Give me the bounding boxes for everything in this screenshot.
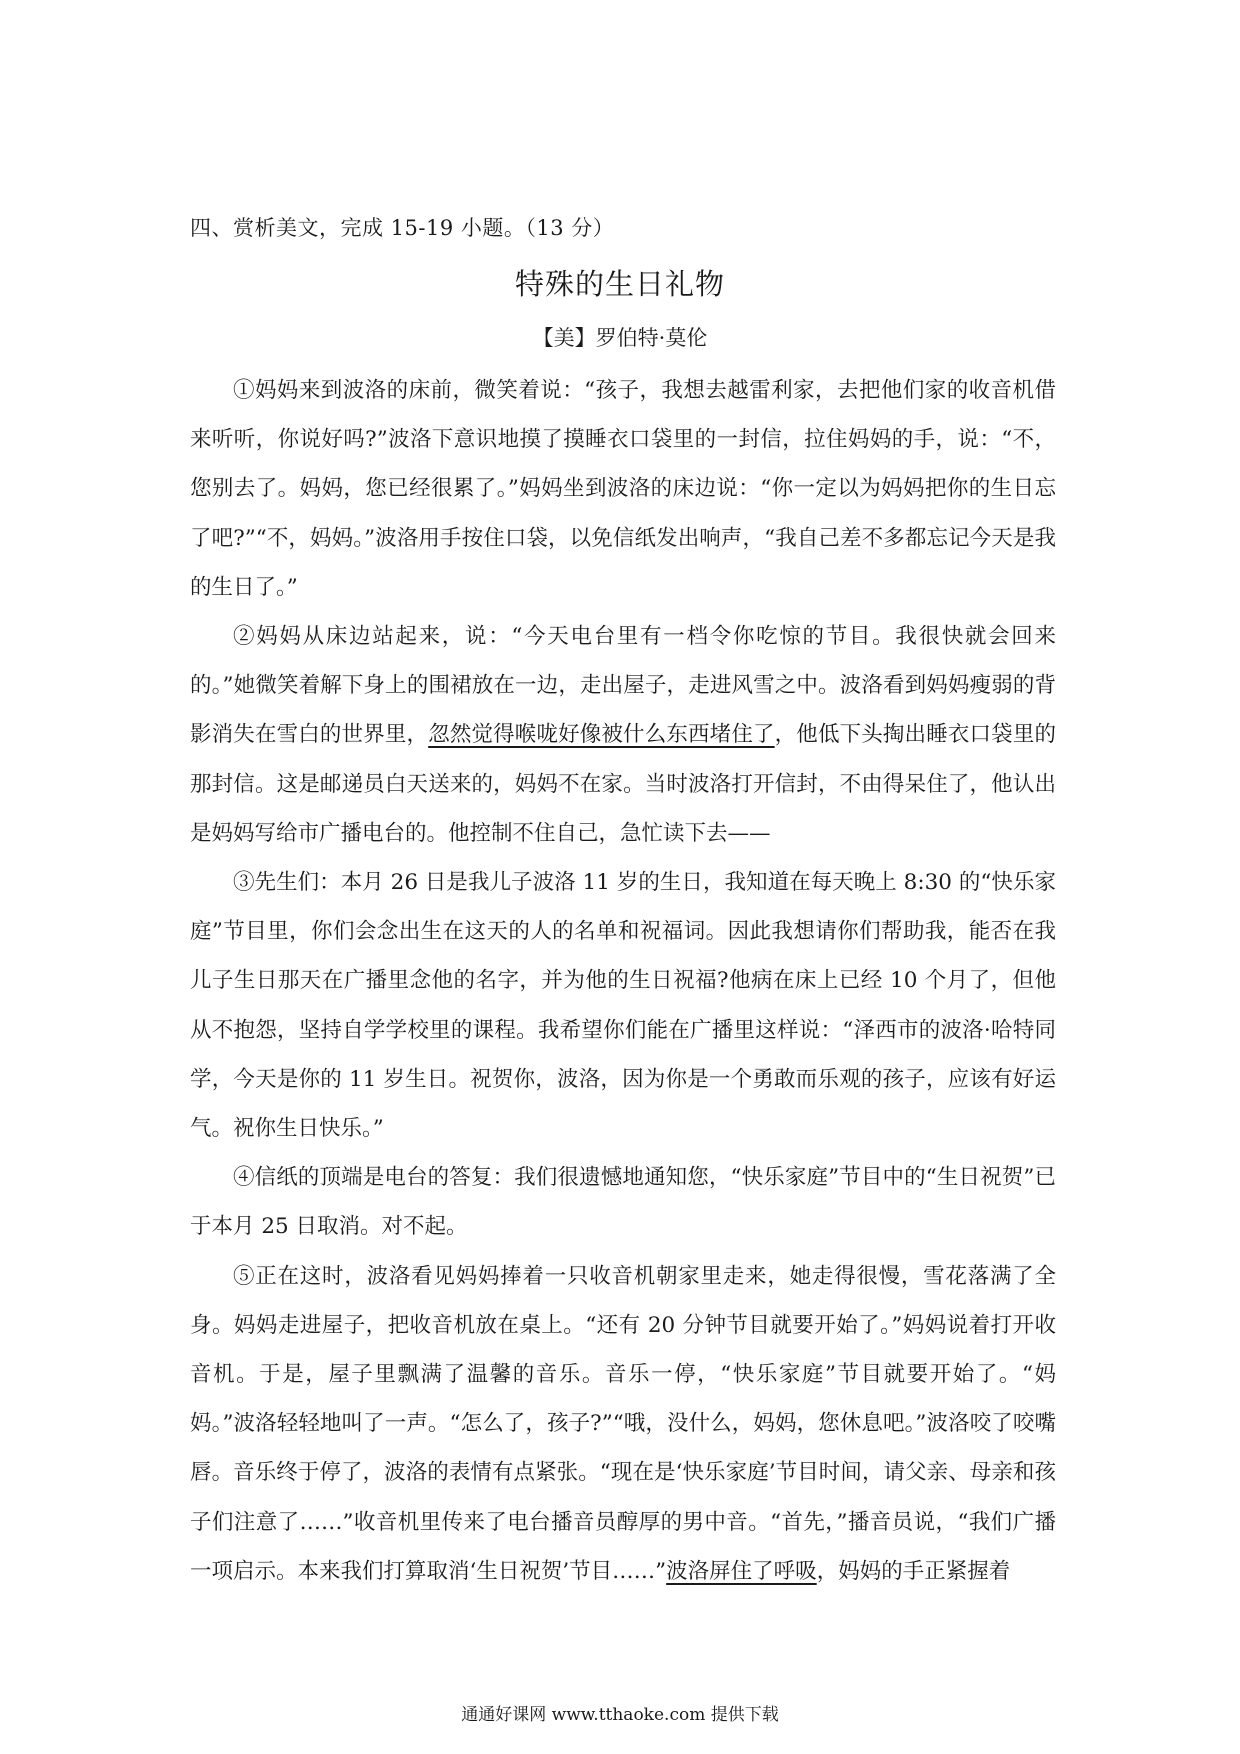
paragraph-5-text-before: ⑤正在这时，波洛看见妈妈捧着一只收音机朝家里走来，她走得很慢，雪花落满了全身。妈妈走进屋子，把收音机放在桌上。“还有 20 分钟节目就要开始了。”妈妈说着打开收音机。于是，屋子里飘满了温馨的音乐。音乐一停，“快乐家庭”节目就要开始了。“妈妈。”波洛轻轻地叫了一声。“怎么了，孩子?”“哦，没什么，妈妈，您休息吧。”波洛咬了咬嘴唇。音乐终于停了，波洛的表情有点紧张。“现在是‘快乐家庭’节目时间，请父亲、母亲和孩子们注意了……”收音机里传来了电台播音员醇厚的男中音。“首先，”播音员说，“我们广播一项启示。本来我们打算取消‘生日祝贺’节目……” — [190, 1263, 1056, 1584]
paragraph-2-text-before: ②妈妈从床边站起来，说：“今天电台里有一档令你吃惊的节目。我很快就会回来的。”她微笑着解下身上的围裙放在一边，走出屋子，走进风雪之中。波洛看到妈妈瘦弱的背影消失在雪白的世界里， — [190, 624, 1056, 748]
paragraph-4: ④信纸的顶端是电台的答复：我们很遗憾地通知您，“快乐家庭”节目中的“生日祝贺”已于本月 25 日取消。对不起。 — [190, 1165, 1056, 1240]
article-author: 【美】罗伯特·莫伦 — [532, 326, 708, 350]
article-title: 特殊的生日礼物 — [514, 267, 725, 301]
paragraph-5-text-after: ，妈妈的手正紧握着 — [816, 1558, 1011, 1584]
paragraph-3: ③先生们：本月 26 日是我儿子波洛 11 岁的生日，我知道在每天晚上 8:30 的“快乐家庭”节目里，你们会念出生在这天的人的名单和祝福词。因此我想请你们帮助我，能否在我儿子生日那天在广播里念他的名字，并为他的生日祝福?他病在床上已经 10 个月了，但他从不抱怨，坚持自学学校里的课程。我希望你们能在广播里这样说：“泽西市的波洛·哈特同学，今天是你的 11 岁生日。祝贺你，波洛，因为你是一个勇敢而乐观的孩子，应该有好运气。祝你生日快乐。” — [190, 870, 1056, 1142]
paragraph-2-text-after: ，他低下头掏出睡衣口袋里的那封信。这是邮递员白天送来的，妈妈不在家。当时波洛打开信封，不由得呆住了，他认出是妈妈写给市广播电台的。他控制不住自己，急忙读下去—— — [190, 722, 1056, 846]
paragraph-2 — [190, 612, 1056, 858]
paragraph-1: ①妈妈来到波洛的床前，微笑着说：“孩子，我想去越雷利家，去把他们家的收音机借来听听，你说好吗?”波洛下意识地摸了摸睡衣口袋里的一封信，拉住妈妈的手，说：“不，您别去了。妈妈，您已经很累了。”妈妈坐到波洛的床边说：“你一定以为妈妈把你的生日忘了吧?”“不，妈妈。”波洛用手按住口袋，以免信纸发出响声，“我自己差不多都忘记今天是我的生日了。” — [190, 378, 1056, 600]
article-body — [190, 366, 1056, 1596]
page-footer: 通通好课网 www.tthaoke.com 提供下载 — [461, 1705, 779, 1725]
paragraph-5-underlined-sentence: 波洛屏住了呼吸 — [666, 1558, 817, 1584]
paragraph-5 — [190, 1252, 1056, 1596]
paragraph-2-underlined-sentence: 忽然觉得喉咙好像被什么东西堵住了 — [428, 722, 775, 748]
section-heading: 四、赏析美文，完成 15-19 小题。（13 分） — [190, 216, 615, 240]
